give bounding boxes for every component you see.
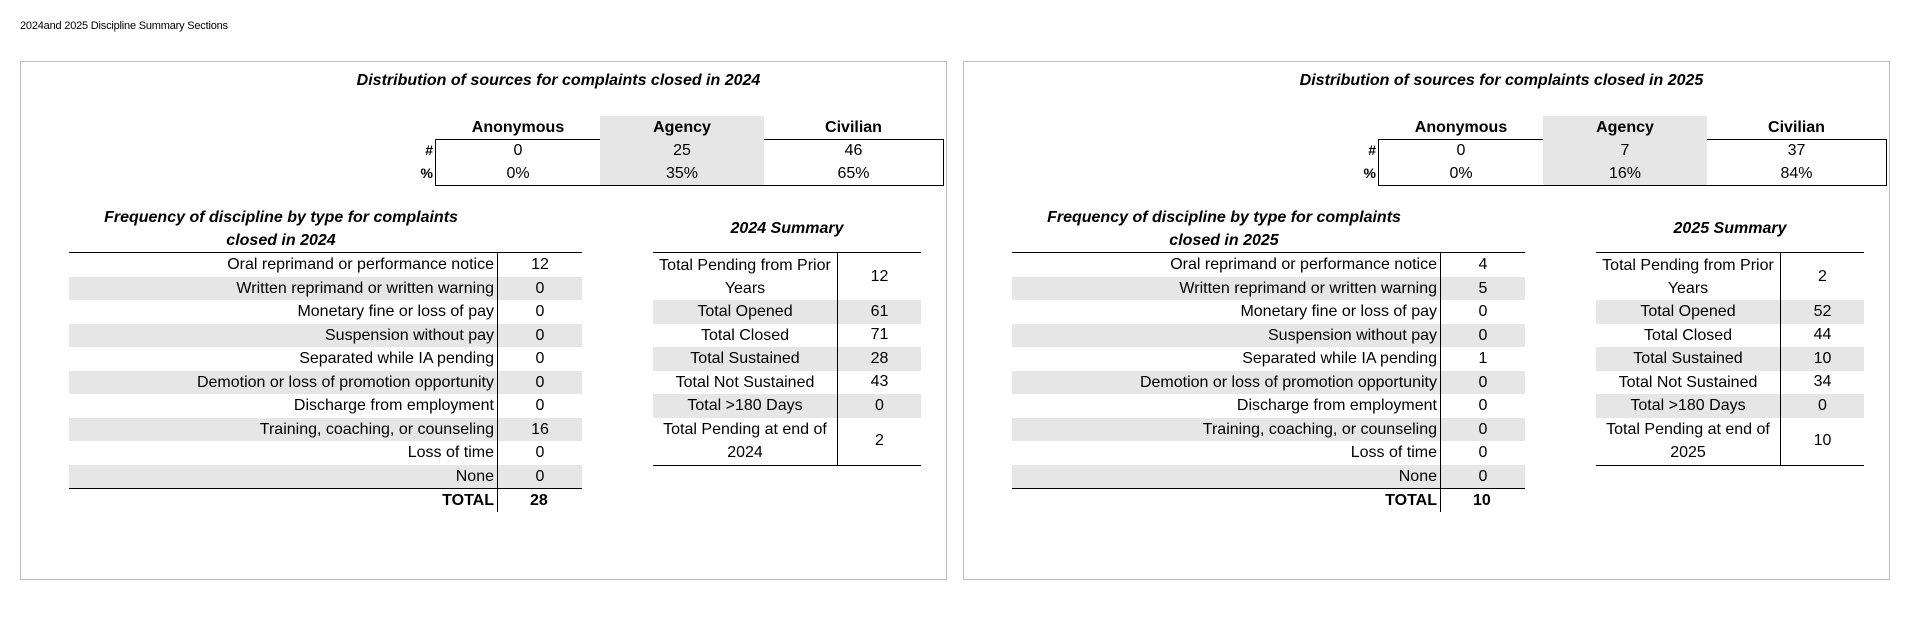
summary-row-sustained xyxy=(653,347,921,371)
summary-value: 10 xyxy=(1780,418,1864,465)
freq-title: Frequency of discipline by type for complaints closed in 2024 xyxy=(104,209,458,249)
freq-label: Monetary fine or loss of pay xyxy=(297,303,494,320)
freq-label: Training, coaching, or counseling xyxy=(1202,420,1437,438)
dist-cell: 0 xyxy=(1456,142,1466,159)
distribution-table xyxy=(411,116,946,185)
freq-row xyxy=(69,253,582,277)
dist-header-civilian: Civilian xyxy=(1768,119,1825,136)
freq-total-value: 28 xyxy=(497,489,582,512)
freq-value: 0 xyxy=(1440,371,1525,395)
freq-value: 12 xyxy=(497,253,582,277)
dist-cell: 84% xyxy=(1780,165,1813,182)
freq-row xyxy=(1012,277,1525,301)
freq-total-label: TOTAL xyxy=(1385,492,1437,509)
freq-label: None xyxy=(455,467,494,485)
summary-value: 43 xyxy=(837,371,921,395)
freq-row xyxy=(1012,465,1525,489)
summary-label: Total Pending at end of 2025 xyxy=(1606,421,1770,461)
summary-value: 12 xyxy=(837,253,921,300)
summary-label: Total Sustained xyxy=(690,350,800,368)
freq-label: Discharge from employment xyxy=(293,397,494,414)
dist-cell: 35% xyxy=(600,162,764,185)
dist-title: Distribution of sources for complaints closed in 2025 xyxy=(1299,72,1704,89)
freq-value: 1 xyxy=(1440,347,1525,371)
freq-value: 4 xyxy=(1440,253,1525,277)
freq-row xyxy=(69,371,582,395)
dist-header-anonymous: Anonymous xyxy=(471,119,565,136)
freq-row xyxy=(1012,300,1525,324)
dist-cell: 65% xyxy=(837,165,870,182)
freq-row xyxy=(1012,394,1525,418)
summary-row-closed xyxy=(653,324,921,348)
freq-value: 0 xyxy=(497,371,582,395)
dist-row-pct xyxy=(1354,162,1889,185)
freq-value: 0 xyxy=(497,441,582,465)
summary-row-pending-end xyxy=(653,418,921,465)
dist-row-label: # xyxy=(425,142,433,158)
freq-label: Oral reprimand or performance notice xyxy=(1170,256,1437,273)
freq-label: Demotion or loss of promotion opportunity xyxy=(196,373,494,391)
freq-row xyxy=(1012,324,1525,348)
freq-value: 0 xyxy=(497,465,582,489)
dist-header-row xyxy=(1354,116,1889,139)
summary-label: Total Opened xyxy=(697,303,793,321)
dist-row-count xyxy=(1354,139,1889,162)
summary-value: 0 xyxy=(1780,394,1864,418)
summary-row-over180 xyxy=(1596,394,1864,418)
freq-value: 0 xyxy=(1440,418,1525,442)
freq-value: 0 xyxy=(497,324,582,348)
summary-title: 2025 Summary xyxy=(1673,220,1787,237)
freq-value: 16 xyxy=(497,418,582,442)
freq-value: 0 xyxy=(497,347,582,371)
summary-value: 2 xyxy=(837,418,921,465)
summary-row-not-sustained xyxy=(653,371,921,395)
freq-title: Frequency of discipline by type for complaints closed in 2025 xyxy=(1047,209,1401,249)
freq-row xyxy=(69,300,582,324)
freq-label: Monetary fine or loss of pay xyxy=(1240,303,1437,320)
summary-row-closed xyxy=(1596,324,1864,348)
freq-label: Separated while IA pending xyxy=(1242,350,1437,367)
freq-label: Suspension without pay xyxy=(1268,326,1437,344)
dist-cell: 0 xyxy=(513,142,523,159)
summary-value: 0 xyxy=(837,394,921,418)
freq-row xyxy=(69,441,582,465)
freq-label: Oral reprimand or performance notice xyxy=(227,256,494,273)
summary-label: Total Pending from Prior Years xyxy=(1602,256,1774,297)
summary-title: 2024 Summary xyxy=(730,220,844,237)
dist-cell: 25 xyxy=(600,139,764,162)
summary-row-sustained xyxy=(1596,347,1864,371)
frequency-table xyxy=(1012,252,1525,512)
summary-label: Total Pending from Prior Years xyxy=(659,256,831,297)
freq-value: 0 xyxy=(1440,465,1525,489)
freq-label: Suspension without pay xyxy=(325,326,494,344)
freq-value: 0 xyxy=(1440,394,1525,418)
freq-value: 0 xyxy=(1440,300,1525,324)
summary-label: Total Opened xyxy=(1640,303,1736,321)
summary-row-opened xyxy=(1596,300,1864,324)
page-title: 2024and 2025 Discipline Summary Sections xyxy=(20,20,228,32)
summary-table xyxy=(653,252,921,466)
freq-value: 0 xyxy=(1440,324,1525,348)
summary-label: Total >180 Days xyxy=(1630,397,1746,415)
panel-2024 xyxy=(20,61,947,580)
summary-row-not-sustained xyxy=(1596,371,1864,395)
freq-row xyxy=(1012,347,1525,371)
summary-label: Total Not Sustained xyxy=(675,373,815,391)
freq-value: 0 xyxy=(497,277,582,301)
freq-row xyxy=(1012,371,1525,395)
dist-cell: 0% xyxy=(506,165,530,182)
summary-value: 28 xyxy=(837,347,921,371)
summary-value: 10 xyxy=(1780,347,1864,371)
freq-value: 0 xyxy=(497,300,582,324)
dist-header-anonymous: Anonymous xyxy=(1414,119,1508,136)
freq-label: Demotion or loss of promotion opportunity xyxy=(1139,373,1437,391)
freq-total-row xyxy=(1012,488,1525,512)
summary-label: Total Not Sustained xyxy=(1618,373,1758,391)
freq-label: Written reprimand or written warning xyxy=(1179,279,1437,297)
freq-row xyxy=(69,465,582,489)
freq-value: 5 xyxy=(1440,277,1525,301)
dist-row-pct xyxy=(411,162,946,185)
summary-value: 2 xyxy=(1780,253,1864,300)
freq-label: Training, coaching, or counseling xyxy=(259,420,494,438)
summary-row-over180 xyxy=(653,394,921,418)
freq-total-value: 10 xyxy=(1440,489,1525,512)
dist-cell: 37 xyxy=(1787,142,1806,159)
dist-title: Distribution of sources for complaints closed in 2024 xyxy=(356,72,761,89)
summary-row-pending-end xyxy=(1596,418,1864,465)
summary-row-pending-prior xyxy=(653,253,921,300)
summary-label: Total Closed xyxy=(1643,326,1733,344)
freq-label: Discharge from employment xyxy=(1236,397,1437,414)
freq-row xyxy=(1012,441,1525,465)
distribution-table xyxy=(1354,116,1889,185)
summary-value: 71 xyxy=(837,324,921,348)
freq-label: None xyxy=(1398,467,1437,485)
dist-row-label: % xyxy=(420,165,433,181)
summary-value: 44 xyxy=(1780,324,1864,348)
summary-value: 61 xyxy=(837,300,921,324)
summary-row-opened xyxy=(653,300,921,324)
dist-cell: 0% xyxy=(1449,165,1473,182)
freq-label: Separated while IA pending xyxy=(299,350,494,367)
freq-total-row xyxy=(69,488,582,512)
freq-label: Loss of time xyxy=(407,444,494,461)
freq-row xyxy=(1012,418,1525,442)
freq-row xyxy=(1012,253,1525,277)
freq-value: 0 xyxy=(497,394,582,418)
freq-row xyxy=(69,418,582,442)
freq-row xyxy=(69,324,582,348)
freq-label: Written reprimand or written warning xyxy=(236,279,494,297)
freq-row xyxy=(69,277,582,301)
summary-label: Total Closed xyxy=(700,326,790,344)
dist-row-count xyxy=(411,139,946,162)
freq-total-label: TOTAL xyxy=(442,492,494,509)
frequency-table xyxy=(69,252,582,512)
dist-header-agency: Agency xyxy=(600,116,764,139)
dist-cell: 7 xyxy=(1543,139,1707,162)
dist-cell: 46 xyxy=(844,142,863,159)
dist-header-agency: Agency xyxy=(1543,116,1707,139)
summary-row-pending-prior xyxy=(1596,253,1864,300)
summary-label: Total Pending at end of 2024 xyxy=(663,421,827,461)
dist-header-row xyxy=(411,116,946,139)
summary-label: Total >180 Days xyxy=(687,397,803,415)
summary-value: 34 xyxy=(1780,371,1864,395)
dist-header-civilian: Civilian xyxy=(825,119,882,136)
dist-row-label: # xyxy=(1368,142,1376,158)
summary-table xyxy=(1596,252,1864,466)
dist-cell: 16% xyxy=(1543,162,1707,185)
panel-2025 xyxy=(963,61,1890,580)
summary-value: 52 xyxy=(1780,300,1864,324)
dist-row-label: % xyxy=(1363,165,1376,181)
freq-label: Loss of time xyxy=(1350,444,1437,461)
summary-label: Total Sustained xyxy=(1633,350,1743,368)
freq-value: 0 xyxy=(1440,441,1525,465)
freq-row xyxy=(69,347,582,371)
freq-row xyxy=(69,394,582,418)
